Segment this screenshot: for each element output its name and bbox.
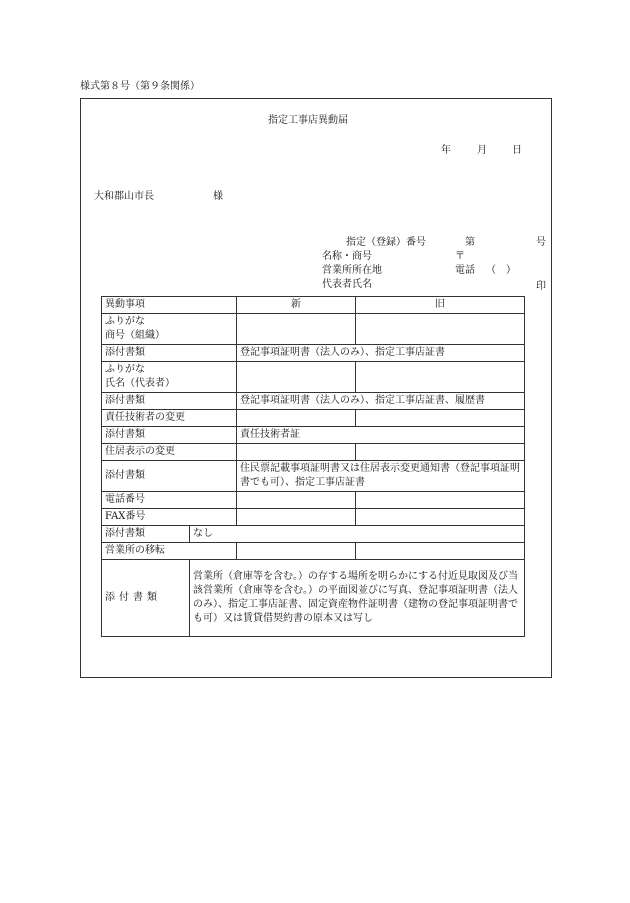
office-address-label: 営業所所在地	[322, 265, 382, 276]
phone-number-new-value[interactable]	[237, 492, 356, 509]
attachments-label-1: 添付書類	[102, 345, 237, 362]
fax-number-new-value[interactable]	[237, 509, 356, 526]
table-row-attachments-2	[102, 393, 525, 410]
registration-prefix: 第	[465, 237, 475, 248]
attachments-value-4: 住民票記載事項証明書又は住居表示変更通知書（登記事項証明書でも可）、指定工事店証書	[237, 461, 525, 492]
attachments-value-7: 営業所（倉庫等を含む。）の存する場所を明らかにする付近見取図及び当該営業所（倉庫等を含む。）の平面図並びに写真、登記事項証明書（法人のみ）、指定工事店証書、固定資産物件証明書（建物の登記事項証明書でも可）又は賃貸借契約書の原本又は写し	[190, 560, 525, 637]
form-title: 指定工事店異動届	[268, 115, 348, 126]
address-display-old-value[interactable]	[356, 444, 525, 461]
date-day-label: 日	[512, 145, 522, 156]
postal-mark: 〒	[455, 251, 465, 262]
table-row-office-move	[102, 543, 525, 560]
trade-name-new-value[interactable]	[237, 314, 356, 345]
table-row-phone-number	[102, 492, 525, 509]
office-move-new-value[interactable]	[237, 543, 356, 560]
trade-name-cell	[102, 314, 237, 345]
phone-number-old-value[interactable]	[356, 492, 525, 509]
phone-label: 電話	[455, 265, 475, 276]
address-display-change-label: 住居表示の変更	[102, 444, 237, 461]
table-row-representative	[102, 362, 525, 393]
table-header-row	[102, 297, 525, 314]
representative-name-row-label: 氏名（代表者）	[105, 378, 175, 389]
table-row-attachments-4	[102, 461, 525, 492]
phone-number-label: 電話番号	[102, 492, 237, 509]
engineer-new-value[interactable]	[237, 410, 356, 427]
attachments-value-1: 登記事項証明書（法人のみ）、指定工事店証書	[237, 345, 525, 362]
office-move-old-value[interactable]	[356, 543, 525, 560]
fax-number-label: FAX番号	[102, 509, 237, 526]
header-new: 新	[237, 297, 356, 314]
registration-suffix: 号	[536, 237, 546, 248]
addressee: 大和郡山市長	[94, 191, 154, 202]
engineer-change-label: 責任技術者の変更	[102, 410, 237, 427]
trade-name-label: 商号（組織）	[105, 330, 165, 341]
attachments-value-2: 登記事項証明書（法人のみ）、指定工事店証書、履歴書	[237, 393, 525, 410]
trade-name-old-value[interactable]	[356, 314, 525, 345]
attachments-label-3: 添付書類	[102, 427, 237, 444]
table-row-address-display-change	[102, 444, 525, 461]
date-month-label: 月	[477, 145, 487, 156]
form-reference: 様式第８号（第９条関係）	[80, 81, 200, 92]
fax-number-old-value[interactable]	[356, 509, 525, 526]
table-row-attachments-7	[102, 560, 525, 637]
registration-number-label: 指定（登録）番号	[346, 237, 426, 248]
change-items-table	[101, 296, 525, 637]
date-year-label: 年	[441, 145, 451, 156]
attachments-value-3: 責任技術者証	[237, 427, 525, 444]
representative-name-label: 代表者氏名	[322, 279, 372, 290]
seal-mark: 印	[536, 281, 546, 292]
representative-new-value[interactable]	[237, 362, 356, 393]
table-row-fax-number	[102, 509, 525, 526]
attachments-label-4: 添付書類	[102, 461, 237, 492]
table-row-attachments-6	[102, 526, 525, 543]
table-row-engineer-change	[102, 410, 525, 427]
attachments-label-6: 添付書類	[102, 526, 190, 543]
engineer-old-value[interactable]	[356, 410, 525, 427]
furigana-label: ふりがな	[105, 364, 145, 375]
table-row-trade-name	[102, 314, 525, 345]
address-display-new-value[interactable]	[237, 444, 356, 461]
furigana-label: ふりがな	[105, 316, 145, 327]
representative-cell	[102, 362, 237, 393]
table-row-attachments-1	[102, 345, 525, 362]
table-row-attachments-3	[102, 427, 525, 444]
header-old: 旧	[356, 297, 525, 314]
representative-old-value[interactable]	[356, 362, 525, 393]
header-item: 異動事項	[102, 297, 237, 314]
attachments-value-6: なし	[190, 526, 525, 543]
phone-parentheses: （ ）	[486, 265, 516, 276]
attachments-label-2: 添付書類	[102, 393, 237, 410]
addressee-honorific: 様	[213, 191, 223, 202]
attachments-label-7: 添付書類	[102, 560, 190, 637]
office-move-label: 営業所の移転	[102, 543, 237, 560]
business-name-label: 名称・商号	[322, 251, 372, 262]
